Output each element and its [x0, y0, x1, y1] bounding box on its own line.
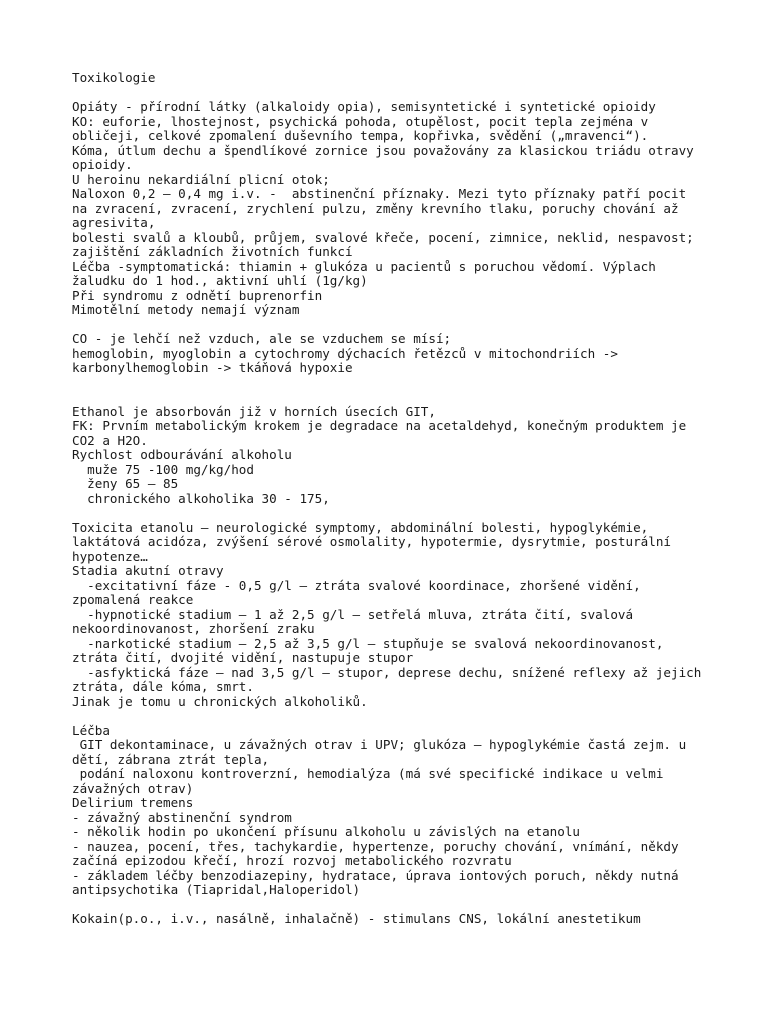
text-line: na zvracení, zvracení, zrychlení pulzu, změny krevního tlaku, poruchy chování až [72, 200, 679, 216]
text-line: Ethanol je absorbován již v horních úsecích GIT, [72, 403, 436, 419]
text-line: Léčba -symptomatická: thiamin + glukóza u pacientů s poruchou vědomí. Výplach [72, 258, 656, 274]
text-line: laktátová acidóza, zvýšení sérové osmolality, hypotermie, dysrytmie, posturální [72, 534, 671, 549]
text-line: zajištění základních životních funkcí [72, 244, 353, 259]
text-line: Naloxon 0,2 – 0,4 mg i.v. - abstinenční příznaky. Mezi tyto příznaky patří pocit [72, 186, 687, 201]
text-line: žaludku do 1 hod., aktivní uhlí (1g/kg) [72, 273, 368, 288]
text-line: zpomalená reakce [72, 592, 194, 607]
text-line: KO: euforie, lhostejnost, psychická pohoda, otupělost, pocit tepla zejména v [72, 113, 649, 129]
text-line: karbonylhemoglobin -> tkáňová hypoxie [72, 360, 353, 375]
text-line: začíná epizodou křečí, hrozí rozvoj metabolického rozvratu [72, 853, 512, 868]
text-line: - nauzea, pocení, třes, tachykardie, hypertenze, poruchy chování, vnímání, někdy [72, 838, 679, 854]
text-line: -excitativní fáze - 0,5 g/l – ztráta svalové koordinace, zhoršené vidění, [72, 577, 641, 593]
text-line: Kokain(p.o., i.v., nasálně, inhalačně) - stimulans CNS, lokální anestetikum [72, 911, 641, 926]
text-line: obličeji, celkové zpomalení duševního tempa, kopřivka, svědění („mravenci“). [72, 128, 649, 143]
text-line: Stadia akutní otravy [72, 563, 224, 578]
text-line: bolesti svalů a kloubů, průjem, svalové křeče, pocení, zimnice, neklid, nespavost; [72, 229, 694, 245]
text-line: -asfyktická fáze – nad 3,5 g/l – stupor, deprese dechu, snížené reflexy až jejich [72, 664, 702, 680]
text-line: Opiáty - přírodní látky (alkaloidy opia), semisyntetické i syntetické opioidy [72, 99, 656, 114]
text-line: Delirium tremens [72, 795, 194, 810]
text-line: antipsychotika (Tiapridal,Haloperidol) [72, 882, 361, 897]
text-line: muže 75 -100 mg/kg/hod [72, 461, 254, 477]
text-line: ženy 65 – 85 [72, 476, 179, 491]
text-line: Jinak je tomu u chronických alkoholiků. [72, 693, 368, 709]
text-line: dětí, zábrana ztrát tepla, [72, 751, 270, 767]
blank-line [72, 709, 732, 724]
text-line: CO - je lehčí než vzduch, ale se vzduchem se mísí; [72, 331, 452, 346]
text-line: Při syndromu z odnětí buprenorfin [72, 287, 323, 303]
text-line: Toxicita etanolu – neurologické symptomy, abdominální bolesti, hypoglykémie, [72, 519, 649, 535]
text-line: opioidy. [72, 157, 133, 172]
text-line: GIT dekontaminace, u závažných otrav i UPV; glukóza – hypoglykémie častá zejm. u [72, 737, 687, 752]
text-line: - několik hodin po ukončení přísunu alkoholu u závislých na etanolu [72, 824, 580, 839]
text-line: - závažný abstinenční syndrom [72, 809, 292, 825]
blank-line [72, 318, 732, 333]
text-line: U heroinu nekardiální plicní otok; [72, 171, 330, 187]
blank-line [72, 86, 732, 101]
blank-line [72, 390, 732, 405]
text-line: agresivita, [72, 215, 156, 230]
text-line: ztráta, dále kóma, smrt. [72, 679, 254, 694]
text-line: hemoglobin, myoglobin a cytochromy dýchacích řetězců v mitochondriích -> [72, 345, 618, 361]
text-line: Rychlost odbourávání alkoholu [72, 447, 292, 462]
text-line: Kóma, útlum dechu a špendlíkové zornice jsou považovány za klasickou triádu otravy [72, 142, 694, 158]
text-line: ztráta čití, dvojité vidění, nastupuje stupor [72, 650, 414, 665]
text-line: - základem léčby benzodiazepiny, hydratace, úprava iontových poruch, někdy nutná [72, 867, 679, 883]
text-line: CO2 a H2O. [72, 432, 148, 448]
blank-line [72, 898, 732, 913]
text-line: hypotenze… [72, 548, 148, 564]
text-line: nekoordinovanost, zhoršení zraku [72, 621, 315, 636]
text-line: Léčba [72, 722, 110, 738]
document-title: Toxikologie [72, 70, 156, 85]
text-line: -hypnotické stadium – 1 až 2,5 g/l – setřelá mluva, ztráta čití, svalová [72, 606, 634, 622]
blank-line [72, 376, 732, 391]
blank-line [72, 506, 732, 521]
text-line: závažných otrav) [72, 780, 194, 796]
text-line: podání naloxonu kontroverzní, hemodialýza (má své specifické indikace u velmi [72, 766, 664, 781]
text-line: FK: Prvním metabolickým krokem je degradace na acetaldehyd, konečným produktem je [72, 418, 687, 433]
text-line: chronického alkoholika 30 - 175, [72, 490, 330, 506]
document-page [72, 71, 732, 927]
text-line: -narkotické stadium – 2,5 až 3,5 g/l – stupňuje se svalová nekoordinovanost, [72, 635, 664, 651]
text-line: Mimotělní metody nemají význam [72, 302, 300, 317]
